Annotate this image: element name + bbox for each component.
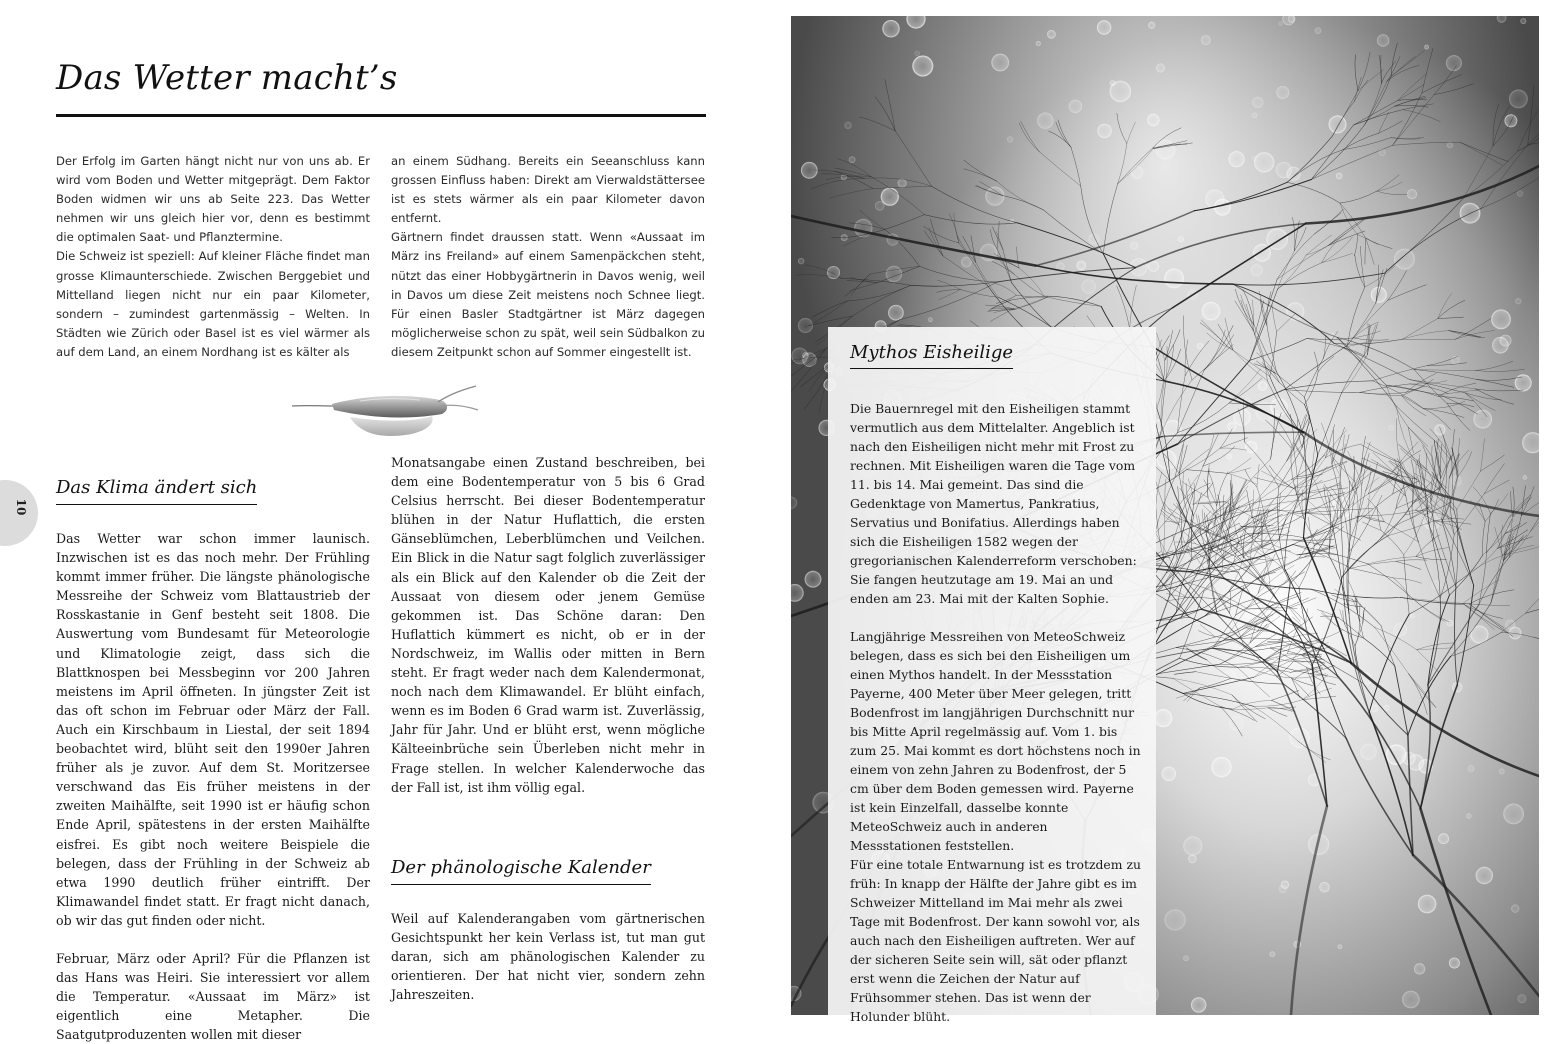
sidebar-paragraph: Für eine totale Entwarnung ist es trotzdem zu früh: In knapp der Hälfte der Jahre gibt es im Schweizer Mittelland im Mai mehr als zwei Tage mit Bodenfrost. Der kann sowohl vor, als auch nach den Eisheiligen auftreten. Wer auf der sicheren Seite sein will, sät oder pflanzt erst wenn die Zeichen der Natur auf Frühsommer stehen. Das ist wenn der Holunder blüht. [850,857,1141,1024]
intro-paragraph: Die Schweiz ist speziell: Auf kleiner Fläche findet man grosse Klimaunterschiede. Zwischen Berggebiet und Mittelland liegen nicht nur ein paar Kilometer, sondern – zumindest gartenmässig – Welten. In Städten wie Zürich oder Basel ist es viel wärmer als auf dem Land, an einem Nordhang ist es kälter als [56,249,370,359]
carrot-illustration [290,384,480,446]
intro-column-2 [391,152,705,362]
page-number: 10 [14,498,28,516]
intro-column-1 [56,152,370,362]
body-column-2-continued [391,909,705,1004]
title-rule [56,114,706,117]
body-paragraph: Das Wetter war schon immer launisch. Inzwischen ist es das noch mehr. Der Frühling kommt immer früher. Die längste phänologische Messreihe der Schweiz vom Blattaustrieb der Rosskastanie in Genf besteht seit 1808. Die Auswertung vom Bundesamt für Meteorologie und Klimatologie zeigt, dass sich die Blattknospen bei Messbeginn vor 200 Jahren meistens im April öffneten. In jüngster Zeit ist das oft schon im Februar oder März der Fall. Auch ein Kirschbaum in Liestal, der seit 1894 beobachtet wird, blüht seit den 1990er Jahren früher als je zuvor. Auf dem St. Moritzersee verschwand das Eis früher meistens in der zweiten Maihälfte, seit 1990 ist er häufig schon Ende April, spätestens in der ersten Maihälfte eisfrei. Es gibt noch weitere Beispiele die belegen, dass der Frühling in der Schweiz ab etwa 1990 deutlich früher eintrifft. Der Klimawandel findet statt. Er fragt nicht danach, ob wir das gut finden oder nicht. [56,531,370,928]
intro-paragraph: an einem Südhang. Bereits ein Seeanschluss kann grossen Einfluss haben: Direkt am Vierwaldstättersee ist es stets wärmer als ein paar Kilometer davon entfernt. [391,154,705,226]
body-column-2 [391,453,705,797]
sidebar-paragraph: Die Bauernregel mit den Eisheiligen stammt vermutlich aus dem Mittelalter. Angeblich ist nach den Eisheiligen nicht mehr mit Frost zu rechnen. Mit Eisheiligen waren die Tage vom 11. bis 14. Mai gemeint. Das sind die Gedenktage von Mamertus, Pankratius, Servatius und Bonifatius. Allerdings haben sich die Eisheiligen 1582 wegen der gregorianischen Kalenderreform verschoben: Sie fangen heutzutage am 19. Mai an und enden am 23. Mai mit der Kalten Sophie. [850,401,1137,606]
sidebar-paragraph: Langjährige Messreihen von MeteoSchweiz belegen, dass es sich bei den Eisheiligen um einen Mythos handelt. In der Messstation Payerne, 400 Meter über Meer gelegen, tritt Bodenfrost im langjährigen Durchschnitt nur bis Mitte April regelmässig auf. Vom 1. bis zum 25. Mai kommt es dort höchstens noch in einem von zehn Jahren zu Bodenfrost, der 5 cm über dem Boden gemessen wird. Payerne ist kein Einzelfall, dasselbe konnte MeteoSchweiz auch in anderen Messstationen feststellen. [850,629,1141,853]
section-heading-kalender: Der phänologische Kalender [391,857,651,885]
page-title: Das Wetter macht’s [56,58,398,98]
sidebar-paragraph-1 [850,399,1142,608]
body-paragraph: Monatsangabe einen Zustand beschreiben, bei dem eine Bodentemperatur von 5 bis 6 Grad Celsius herrscht. Bei dieser Bodentemperatur blühen in der Natur Huflattich, die ersten Gänseblümchen, Leberblümchen und Veilchen. Ein Blick in die Natur sagt folglich zuverlässiger als ein Blick auf den Kalender ob die Zeit der Aussaat von diesem oder jenem Gemüse gekommen ist. Das Schöne daran: Den Huflattich kümmert es nicht, ob er in der Nordschweiz, im Wallis oder mitten in Bern steht. Er fragt weder nach dem Kalendermonat, noch nach dem Klimawandel. Er blüht einfach, wenn es im Boden 6 Grad warm ist. Zuverlässig, Jahr für Jahr. Und er blüht erst, wenn mögliche Kälteeinbrüche sein Überleben nicht mehr in Frage stellen. In welcher Kalenderwoche das der Fall ist, ist ihm völlig egal. [391,455,705,795]
body-column-1 [56,529,370,1044]
sidebar-title: Mythos Eisheilige [850,342,1013,369]
sidebar-paragraph-2 [850,627,1142,1026]
body-paragraph: Februar, März oder April? Für die Pflanzen ist das Hans was Heiri. Sie interessiert vor allem die Temperatur. «Aussaat im März» ist eigentlich eine Metapher. Die Saatgutproduzenten wollen mit dieser [56,950,370,1043]
intro-paragraph: Gärtnern findet draussen statt. Wenn «Aussaat im März ins Freiland» auf einem Samenpäckchen steht, nützt das einer Hobbygärtnerin in Davos wenig, weil in Davos um diese Zeit meistens noch Schnee liegt. Für einen Basler Stadtgärtner ist März dagegen möglicherweise schon zu spät, weil sein Südbalkon zu diesem Zeitpunkt schon auf Sommer eingestellt ist. [391,230,705,359]
section-heading-klima: Das Klima ändert sich [56,477,257,505]
intro-paragraph: Der Erfolg im Garten hängt nicht nur von uns ab. Er wird vom Boden und Wetter mitgeprägt. Dem Faktor Boden widmen wir uns ab Seite 223. Das Wetter nehmen wir uns gleich hier vor, denn es bestimmt die optimalen Saat- und Pflanztermine. [56,154,370,245]
body-paragraph: Weil auf Kalenderangaben vom gärtnerischen Gesichtspunkt her kein Verlass ist, tut man gut daran, sich am phänologischen Kalender zu orientieren. Der hat nicht vier, sondern zehn Jahreszeiten. [391,911,705,1003]
